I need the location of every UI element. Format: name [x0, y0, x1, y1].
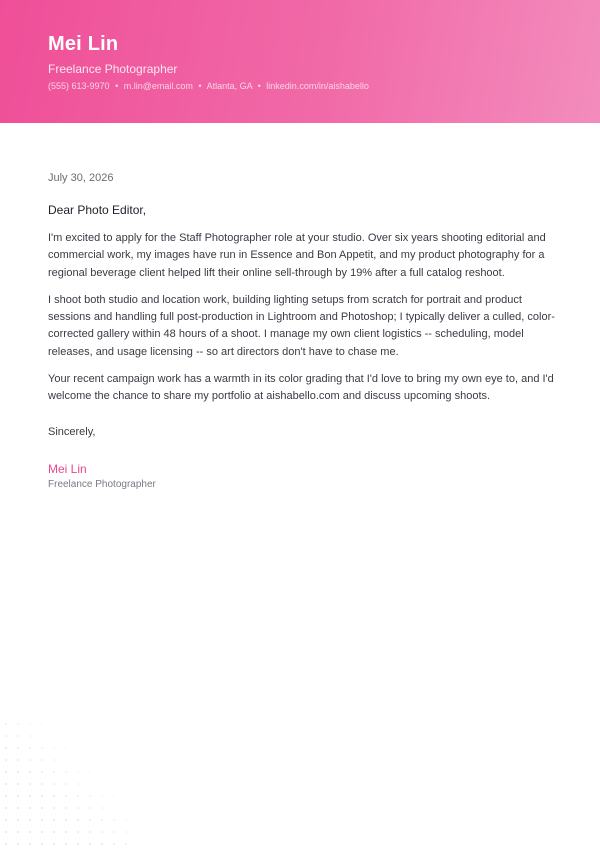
- letter-date: July 30, 2026: [48, 172, 114, 184]
- decorative-dot-pattern: [0, 718, 130, 848]
- linkedin-url: linkedin.com/in/aishabello: [266, 81, 369, 91]
- header-banner: [0, 0, 600, 123]
- location: Atlanta, GA: [206, 81, 253, 91]
- paragraph: Your recent campaign work has a warmth in its color grading that I'd love to bring my own eye to, and I'd welcome the chance to share my portfolio at aishabello.com and discuss upcoming shoots.: [48, 373, 554, 403]
- signature-name: Mei Lin: [48, 461, 87, 476]
- contact-line: [48, 81, 369, 91]
- applicant-title: Freelance Photographer: [48, 62, 178, 76]
- phone-number: (555) 613-9970: [48, 81, 110, 91]
- salutation: Dear Photo Editor,: [48, 203, 147, 217]
- closing: Sincerely,: [48, 425, 96, 438]
- signature-title: Freelance Photographer: [48, 478, 156, 490]
- separator-dot: •: [257, 81, 261, 91]
- paragraph: I'm excited to apply for the Staff Photographer role at your studio. Over six years shooting editorial and commercial work, my images have run in Essence and Bon Appetit, and my product photography for a regional beverage client helped lift their online sell-through by 19% after a full catalog reshoot.: [48, 232, 546, 279]
- email-address: m.lin@email.com: [123, 81, 193, 91]
- separator-dot: •: [115, 81, 119, 91]
- separator-dot: •: [198, 81, 202, 91]
- letter-body: [48, 172, 558, 490]
- paragraph: I shoot both studio and location work, building lighting setups from scratch for portrait and product sessions and handling full post-production in Lightroom and Photoshop; I typically deliver a culled, color-corrected gallery within 48 hours of a shoot. I manage my own client logistics -- scheduling, model releases, and usage licensing -- so art directors don't have to chase me.: [48, 293, 555, 358]
- applicant-name: Mei Lin: [48, 33, 119, 55]
